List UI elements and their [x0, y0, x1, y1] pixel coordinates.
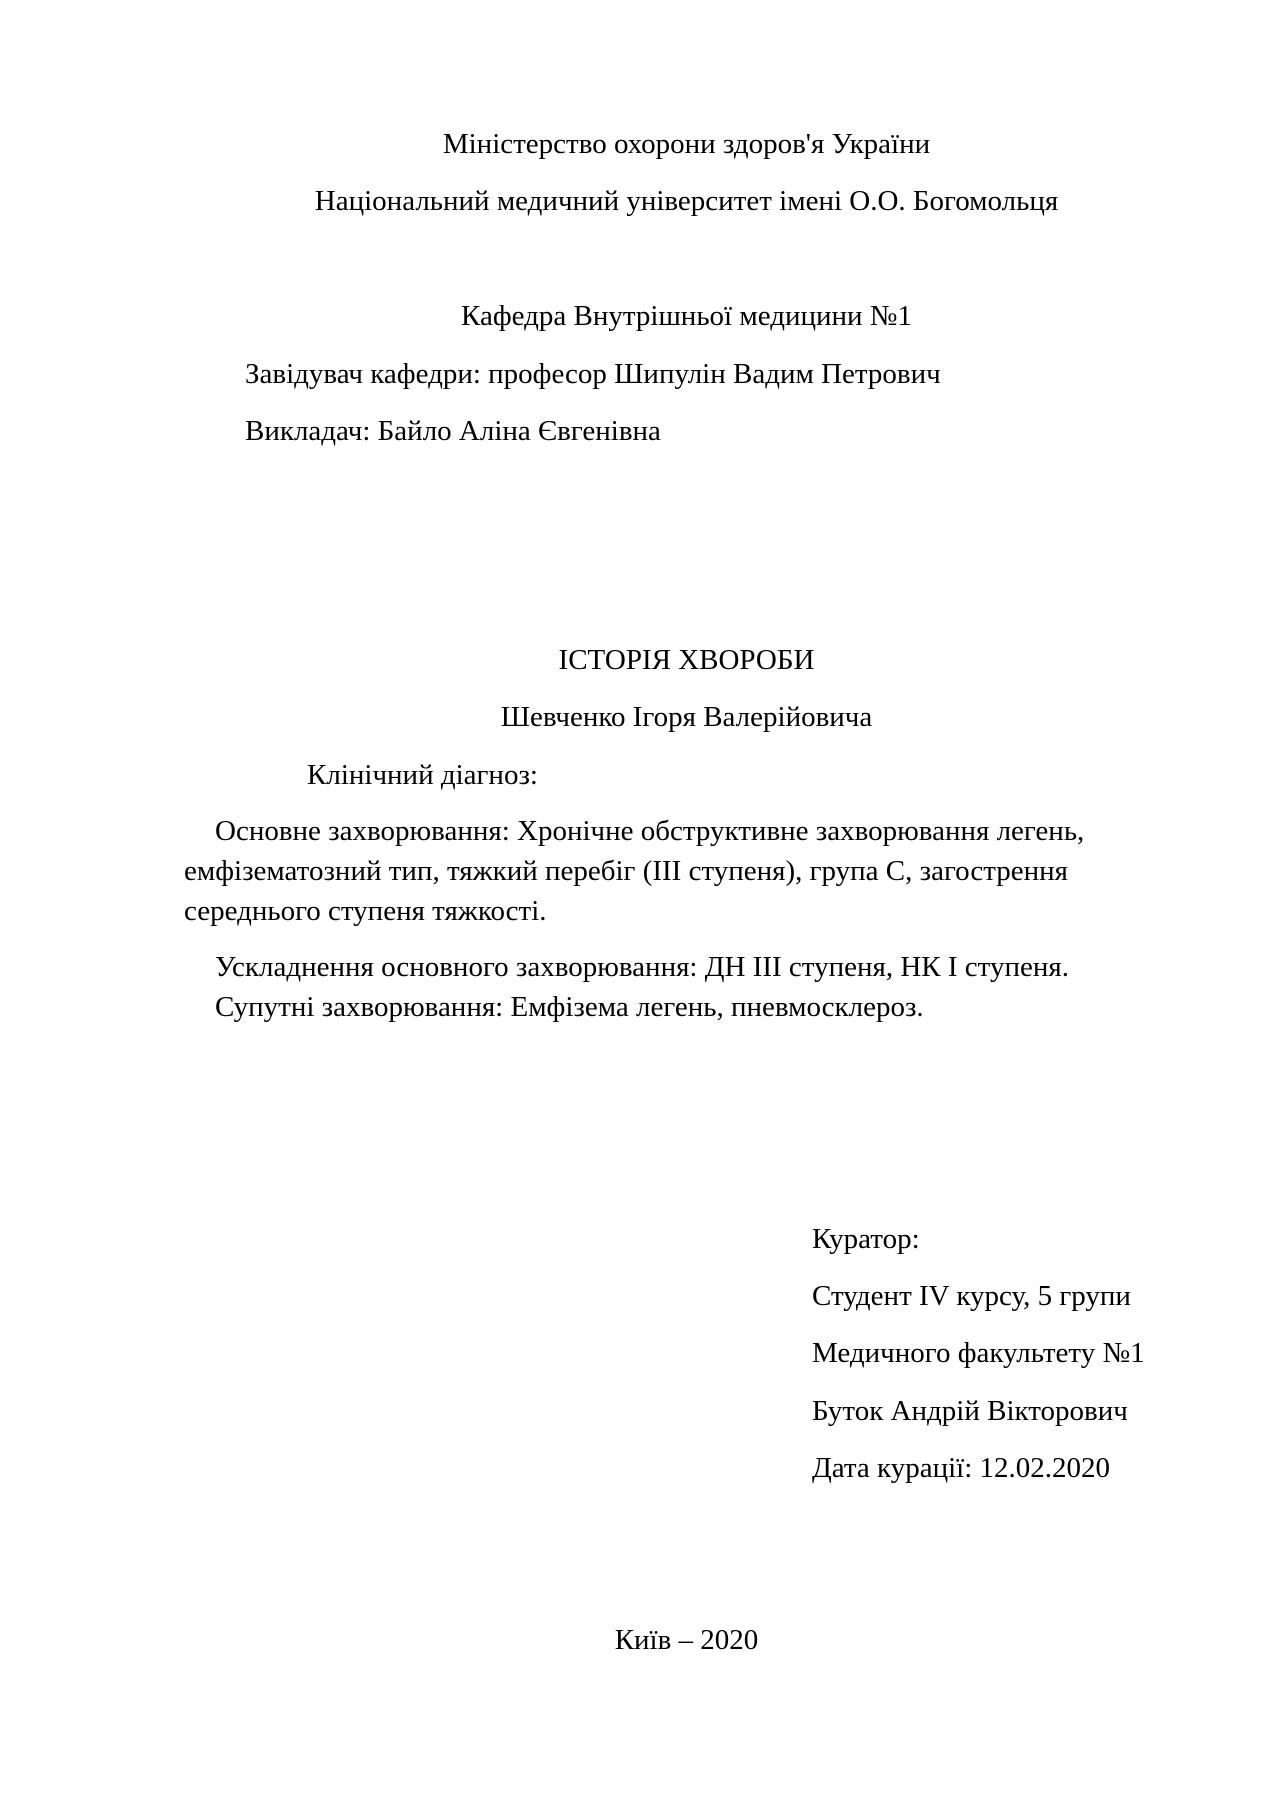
university-line: Національний медичний університет імені О.О. Богомольця	[314, 185, 1059, 217]
main-disease-text: Основне захворювання: Хронічне обструктивне захворювання легень, емфізематозний тип, тяжкий перебіг (ІІІ ступеня), група С, загострення середнього ступеня тяжкості.	[184, 815, 1085, 927]
curator-faculty: Медичного факультету №1	[812, 1337, 1145, 1369]
curation-date: Дата курації: 12.02.2020	[812, 1452, 1111, 1484]
patient-name: Шевченко Ігоря Валерійовича	[500, 701, 873, 733]
document-title: ІСТОРІЯ ХВОРОБИ	[558, 644, 815, 676]
department-line: Кафедра Внутрішньої медицини №1	[461, 300, 912, 332]
diagnosis-label: Клінічний діагноз:	[307, 759, 538, 791]
complications-line: Ускладнення основного захворювання: ДН ІІІ ступеня, НК І ступеня.	[215, 951, 1069, 983]
curator-label: Куратор:	[812, 1223, 920, 1255]
concomitant-line: Супутні захворювання: Емфізема легень, пневмосклероз.	[215, 991, 924, 1023]
curator-student: Студент IV курсу, 5 групи	[812, 1280, 1131, 1312]
teacher-line: Викладач: Байло Аліна Євгенівна	[245, 415, 661, 447]
main-disease-paragraph	[184, 811, 1144, 931]
city-year: Київ – 2020	[614, 1624, 759, 1656]
department-head-line: Завідувач кафедри: професор Шипулін Вадим Петрович	[245, 358, 941, 390]
curator-name: Буток Андрій Вікторович	[812, 1395, 1128, 1427]
ministry-line: Міністерство охорони здоров'я України	[442, 128, 931, 160]
